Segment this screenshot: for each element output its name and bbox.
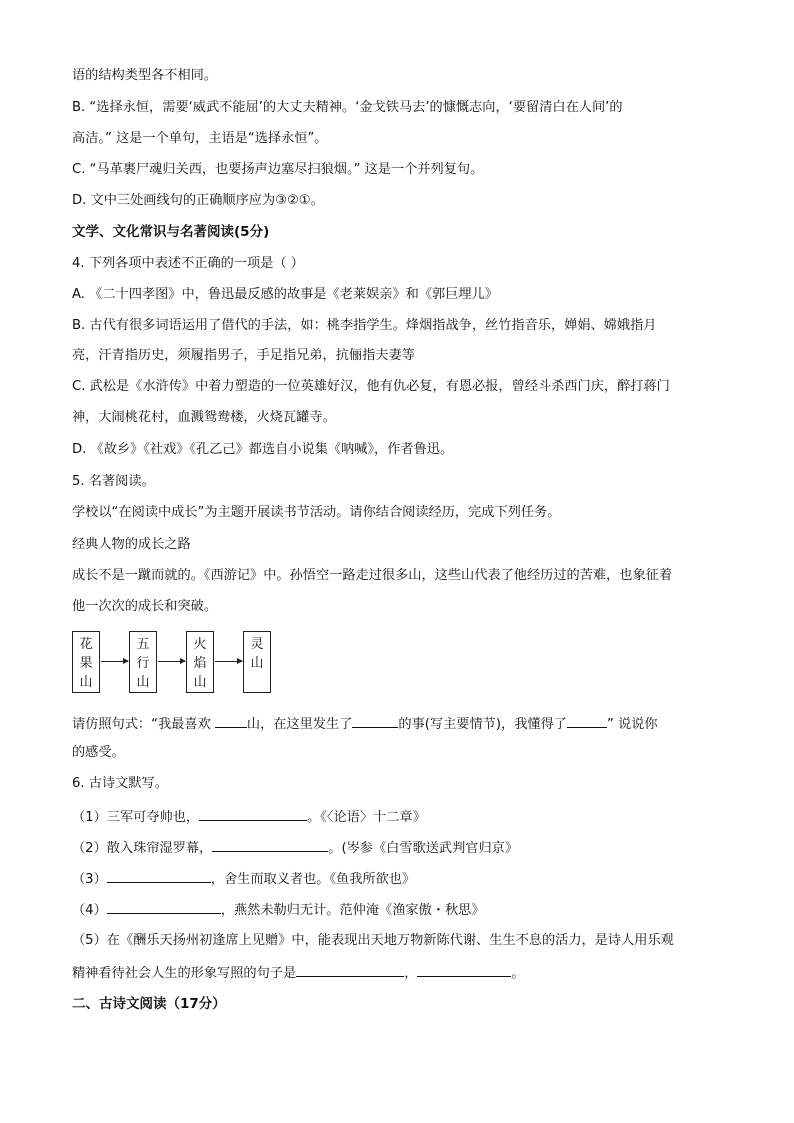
section-heading-classical-reading: 二、古诗文阅读（17分） bbox=[72, 996, 226, 1012]
question-5: 5. 名著阅读。 bbox=[72, 474, 155, 489]
question-6-item-4 bbox=[72, 899, 485, 921]
blank-6-3[interactable] bbox=[107, 868, 211, 883]
item-5-comma: ， bbox=[404, 966, 418, 981]
question-4-option-b-1: B. 古代有很多词语运用了借代的手法，如：桃李指学生。烽烟指战争，丝竹指音乐，婵娟、嫦娥指月 bbox=[72, 318, 657, 333]
item-2-source: 。(岑参《白雪歌送武判官归京》 bbox=[328, 841, 519, 856]
item-4-number: （4） bbox=[72, 903, 107, 918]
flow-arrow bbox=[215, 661, 242, 662]
item-1-prompt: （1）三军可夺帅也， bbox=[72, 810, 200, 825]
flow-arrow bbox=[101, 661, 128, 662]
item-2-prompt: （2）散入珠帘湿罗幕， bbox=[72, 841, 213, 856]
flow-box-huoyan-mountain: 火 焰 山 bbox=[186, 631, 214, 693]
question-6-item-2 bbox=[72, 837, 518, 859]
flow-box-ling-mountain: 灵 山 bbox=[243, 631, 271, 693]
item-4-source: ，燕然未勒归无计。范仲淹《渔家傲・秋思》 bbox=[220, 903, 485, 918]
question-5-task-line-1 bbox=[72, 713, 658, 735]
flow-box-huaguo-mountain: 花 果 山 bbox=[72, 631, 100, 693]
question-4-option-c-2: 神，大闹桃花村，血溅鸳鸯楼，火烧瓦罐寺。 bbox=[72, 410, 336, 425]
flow-arrow bbox=[158, 661, 185, 662]
item-3-number: （3） bbox=[72, 872, 107, 887]
blank-event[interactable] bbox=[352, 713, 398, 728]
question-5-task-line-2: 的感受。 bbox=[72, 745, 125, 760]
question-4: 4. 下列各项中表述不正确的一项是（ ） bbox=[72, 256, 304, 271]
question-6-item-1 bbox=[72, 806, 426, 828]
option-c: C. “马革裹尸魂归关西，也要扬声边塞尽扫狼烟。” 这是一个并列复句。 bbox=[72, 162, 484, 177]
blank-mountain[interactable] bbox=[215, 713, 247, 728]
option-b-line-2: 高洁。” 这是一个单句，主语是“选择永恒”。 bbox=[72, 131, 328, 146]
item-5-period: 。 bbox=[511, 966, 525, 981]
item-1-source: 。《〈论语〉十二章》 bbox=[307, 810, 426, 825]
item-3-source: ，舍生而取义者也。《鱼我所欲也》 bbox=[210, 872, 416, 887]
question-6-item-5-line-1: （5）在《酬乐天扬州初逢席上见赠》中，能表现出天地万物新陈代谢、生生不息的活力，是诗人用乐观 bbox=[72, 933, 674, 948]
line-1: 语的结构类型各不相同。 bbox=[72, 68, 218, 83]
question-5-subtitle: 经典人物的成长之路 bbox=[72, 537, 191, 552]
section-heading-literature: 文学、文化常识与名著阅读(5分) bbox=[72, 224, 270, 240]
blank-6-5a[interactable] bbox=[296, 962, 404, 977]
item-5-prompt: 精神看待社会人生的形象写照的句子是 bbox=[72, 966, 297, 981]
question-4-option-b-2: 亮，汗青指历史，须履指男子，手足指兄弟，抗俪指夫妻等 bbox=[72, 348, 415, 363]
task-text-d: ” 说说你 bbox=[606, 717, 658, 732]
question-6-item-3 bbox=[72, 868, 415, 890]
question-5-paragraph-2: 他一次次的成长和突破。 bbox=[72, 599, 218, 614]
question-4-option-d: D. 《故乡》《社戏》《孔乙己》都选自小说集《呐喊》，作者鲁迅。 bbox=[72, 442, 454, 457]
option-d: D. 文中三处画线句的正确顺序应为③②①。 bbox=[72, 193, 324, 208]
blank-6-2[interactable] bbox=[212, 837, 328, 852]
question-4-option-a: A. 《二十四孝图》中，鲁迅最反感的故事是《老莱娱亲》和《郭巨埋儿》 bbox=[72, 287, 498, 302]
blank-6-5b[interactable] bbox=[417, 962, 511, 977]
task-text-a: 请仿照句式：“我最喜欢 bbox=[72, 717, 215, 732]
option-b-line-1: B. “选择永恒，需要‘威武不能屈’的大丈夫精神。‘金戈铁马去’的慷慨志向，‘要留清白在人间’的 bbox=[72, 100, 623, 115]
task-text-b: 山，在这里发生了 bbox=[246, 717, 353, 732]
question-4-option-c-1: C. 武松是《水浒传》中着力塑造的一位英雄好汉，他有仇必复，有恩必报，曾经斗杀西门庆，醉打蒋门 bbox=[72, 379, 670, 394]
question-5-intro: 学校以“在阅读中成长”为主题开展读书节活动。请你结合阅读经历，完成下列任务。 bbox=[72, 505, 561, 520]
task-text-c: 的事(写主要情节)，我懂得了 bbox=[398, 717, 567, 732]
blank-6-1[interactable] bbox=[199, 806, 307, 821]
mountain-flowchart bbox=[72, 631, 402, 695]
question-6-item-5-line-2 bbox=[72, 962, 525, 984]
blank-lesson[interactable] bbox=[567, 713, 607, 728]
blank-6-4[interactable] bbox=[107, 899, 221, 914]
question-6: 6. 古诗文默写。 bbox=[72, 776, 168, 791]
question-5-paragraph-1: 成长不是一蹴而就的。《西游记》中。孙悟空一路走过很多山，这些山代表了他经历过的苦难，也象征着 bbox=[72, 568, 673, 583]
flow-box-wuxing-mountain: 五 行 山 bbox=[129, 631, 157, 693]
